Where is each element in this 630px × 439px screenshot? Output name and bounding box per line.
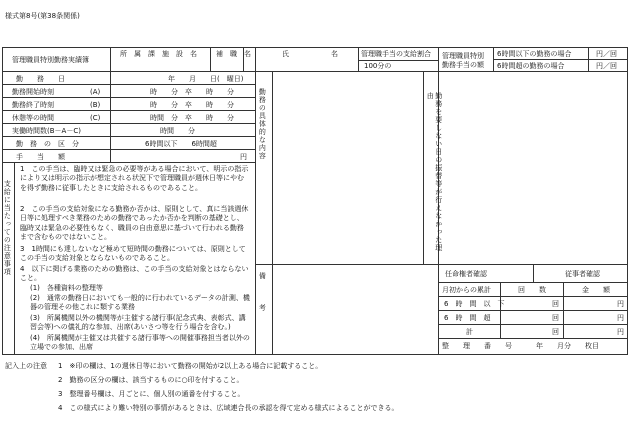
row-label-break: 休憩等の時間	[12, 114, 54, 122]
sub-note-4: (4) 所属機関が主催又は共催する諸行事等への開催事務担当者以外の立場での参加、出席	[30, 334, 250, 352]
rate-value: 100分の	[364, 62, 392, 70]
footer-note-1: 1 ※印の欄は、1の週休日等において勤務の開始が2以上ある場合に記載すること。	[58, 362, 323, 370]
sub-note-2: (2) 通常の勤務日においても一般的に行われているデータの計測、機器の管理その他これに類する業務	[30, 294, 250, 312]
h6-over-amount-unit: 円	[617, 314, 624, 322]
h6-under-amount-unit: 円	[617, 300, 624, 308]
count-header: 回 数	[518, 286, 546, 294]
note-3: 3 1時間にも達しないなど極めて短時間の勤務については、原則としてこの手当の支給対象とならないものであること。	[20, 245, 246, 263]
total-count-unit: 回	[552, 328, 559, 336]
appointer-confirm-label: 任命権者確認	[445, 270, 487, 278]
sub-note-1: (1) 各種資料の整理等	[30, 284, 103, 292]
serial-label: 整 理 番 号	[442, 342, 512, 350]
worker-confirm-label: 従事者確認	[565, 270, 600, 278]
row-label-category: 勤 務 の 区 分	[16, 140, 79, 148]
total-amount-unit: 円	[617, 328, 624, 336]
fee-6h-under-unit: 円／回	[596, 50, 617, 58]
name-label: 氏 名	[282, 50, 338, 58]
h6-over-count-unit: 回	[552, 314, 559, 322]
h6-under-label: 6 時 間 以 下	[444, 300, 505, 308]
note-1: 1 この手当は、臨時又は緊急の必要等がある場合において、明示の指示により又は明示の指示が想定される状況下で管理職員が週休日等にやむを得ず勤務に従事したときに支給されるものであること。	[20, 165, 249, 192]
row-label-amount: 手 当 額	[16, 153, 65, 161]
fee-6h-over-unit: 円／回	[596, 62, 617, 70]
reason-label: 勤務を要しない日の振替等が行えなかった理由	[426, 92, 443, 252]
allowance-label-1: 管理職員特別	[442, 52, 484, 60]
row-mark-start: (A)	[90, 88, 101, 96]
cumulative-label: 月初からの累計	[442, 286, 491, 294]
sub-note-3: (3) 所属機関以外の機関等が主催する諸行事(記念式典、表彰式、講習会等)への儀礼的な参加、出席(あいさつ等を行う場合を含む。)	[30, 314, 246, 332]
allowance-label-2: 勤務手当の額	[442, 61, 484, 69]
fee-6h-over-label: 6時間超の勤務の場合	[497, 62, 565, 70]
footer-note-2: 2 勤務の区分の欄は、該当するものに○印を付すること。	[58, 376, 244, 384]
row-label-start: 勤務開始時刻	[12, 88, 54, 96]
row-value-date: 年 月 日( 曜日)	[168, 75, 244, 83]
form-number: 様式第8号(第38条関係)	[5, 12, 80, 20]
note-2: 2 この手当の支給対象になる勤務か否かは、原則として、真に当該週休日等に処理すべき業務のための勤務であったか否かを判断の基礎とし、臨時又は緊急の必要性もなく、職員の自由意思に基づいて行われる勤務まで含むものではないこと。	[20, 205, 249, 242]
row-mark-break: (C)	[90, 114, 101, 122]
post-label: 補 職 名	[216, 50, 251, 58]
total-label: 計	[466, 328, 473, 336]
row-value-end: 時 分 卒 時 分	[150, 101, 234, 109]
row-value-start: 時 分 卒 時 分	[150, 88, 234, 96]
row-value-actual: 時間 分	[160, 127, 195, 135]
serial-date: 年 月分 枚目	[536, 342, 599, 350]
footer-note-4: 4 この様式により難い特別の事情があるときは、広域連合長の承認を得て定める様式によることができる。	[58, 404, 399, 412]
row-label-date: 勤 務 日	[16, 75, 65, 83]
row-value-break: 時間 分 卒 時 分	[150, 114, 234, 122]
row-label-end: 勤務終了時刻	[12, 101, 54, 109]
dept-label: 所 属 課 施 設 名	[120, 50, 197, 58]
amount-header: 金 額	[582, 286, 610, 294]
fee-6h-under-label: 6時間以下の勤務の場合	[497, 50, 572, 58]
row-label-actual: 実働時間数(B－A－C)	[12, 127, 81, 135]
work-content-label: 勤務の具体的な内容	[258, 88, 267, 160]
row-value-category: 6時間以下 6時間超	[145, 140, 217, 148]
footer-label: 記入上の注意	[5, 362, 47, 370]
h6-under-count-unit: 回	[552, 300, 559, 308]
remarks-label: 備 考	[258, 272, 267, 312]
h6-over-label: 6 時 間 超	[444, 314, 491, 322]
notes-label: 支給に当たっての注意事項	[3, 180, 12, 276]
form-title: 管理職員特別勤務実績簿	[12, 56, 89, 64]
footer-note-3: 3 整理番号欄は、月ごとに、個人別の通番を付すること。	[58, 390, 245, 398]
row-value-amount: 円	[240, 153, 247, 161]
note-4: 4 以下に掲げる業務のための勤務は、この手当の支給対象とはならないこと。	[20, 265, 249, 283]
row-mark-end: (B)	[90, 101, 101, 109]
rate-label: 管理職手当の支給割合	[361, 50, 431, 58]
